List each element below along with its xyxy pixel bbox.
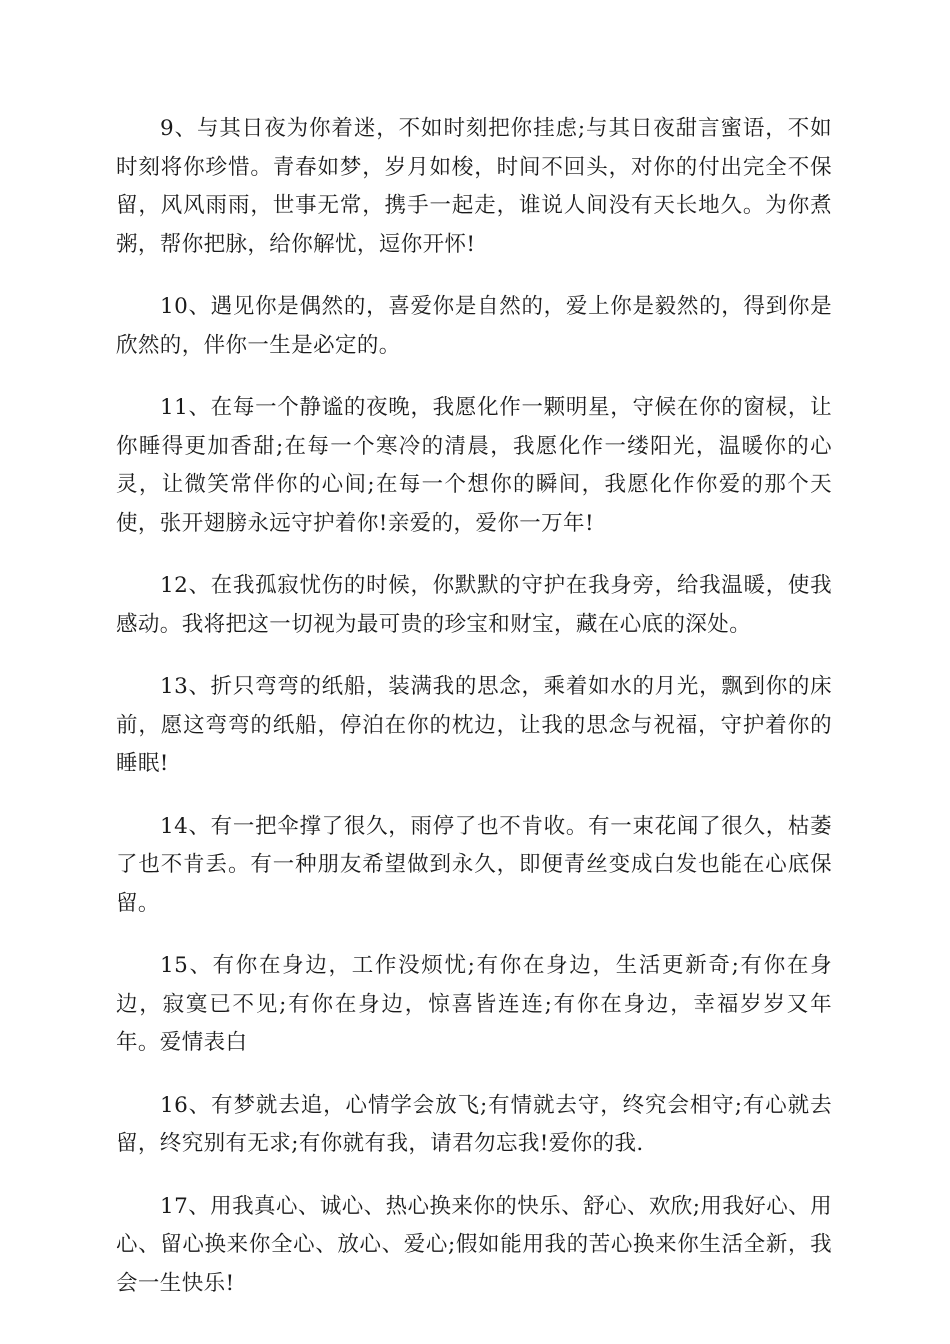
paragraph-12: 12、在我孤寂忧伤的时候，你默默的守护在我身旁，给我温暖，使我感动。我将把这一切视为最可贵的珍宝和财宝，藏在心底的深处。: [116, 573, 832, 637]
paragraph-14: 14、有一把伞撑了很久，雨停了也不肯收。有一束花闻了很久，枯萎了也不肯丢。有一种朋友希望做到永久，即便青丝变成白发也能在心底保留。: [116, 813, 832, 916]
paragraph-11: 11、在每一个静谧的夜晚，我愿化作一颗明星，守候在你的窗棂，让你睡得更加香甜;在每一个寒冷的清晨，我愿化作一缕阳光，温暖你的心灵，让微笑常伴你的心间;在每一个想你的瞬间，我愿化作你爱的那个天使，张开翅膀永远守护着你!亲爱的，爱你一万年!: [116, 395, 832, 536]
paragraph-10: 10、遇见你是偶然的，喜爱你是自然的，爱上你是毅然的，得到你是欣然的，伴你一生是必定的。: [116, 294, 832, 358]
paragraph-17: 17、用我真心、诚心、热心换来你的快乐、舒心、欢欣;用我好心、用心、留心换来你全心、放心、爱心;假如能用我的苦心换来你生活全新，我会一生快乐!: [116, 1193, 832, 1296]
paragraph-16: 16、有梦就去追，心情学会放飞;有情就去守，终究会相守;有心就去留，终究别有无求;有你就有我，请君勿忘我!爱你的我.: [116, 1092, 832, 1156]
document-body: [116, 110, 832, 1327]
paragraph-9: 9、与其日夜为你着迷，不如时刻把你挂虑;与其日夜甜言蜜语，不如时刻将你珍惜。青春如梦，岁月如梭，时间不回头，对你的付出完全不保留，风风雨雨，世事无常，携手一起走，谁说人间没有天长地久。为你煮粥，帮你把脉，给你解忧，逗你开怀!: [116, 116, 832, 257]
paragraph-13: 13、折只弯弯的纸船，装满我的思念，乘着如水的月光，飘到你的床前，愿这弯弯的纸船，停泊在你的枕边，让我的思念与祝福，守护着你的睡眠!: [116, 674, 832, 776]
paragraph-15: 15、有你在身边，工作没烦忧;有你在身边，生活更新奇;有你在身边，寂寞已不见;有你在身边，惊喜皆连连;有你在身边，幸福岁岁又年年。爱情表白: [116, 953, 832, 1055]
